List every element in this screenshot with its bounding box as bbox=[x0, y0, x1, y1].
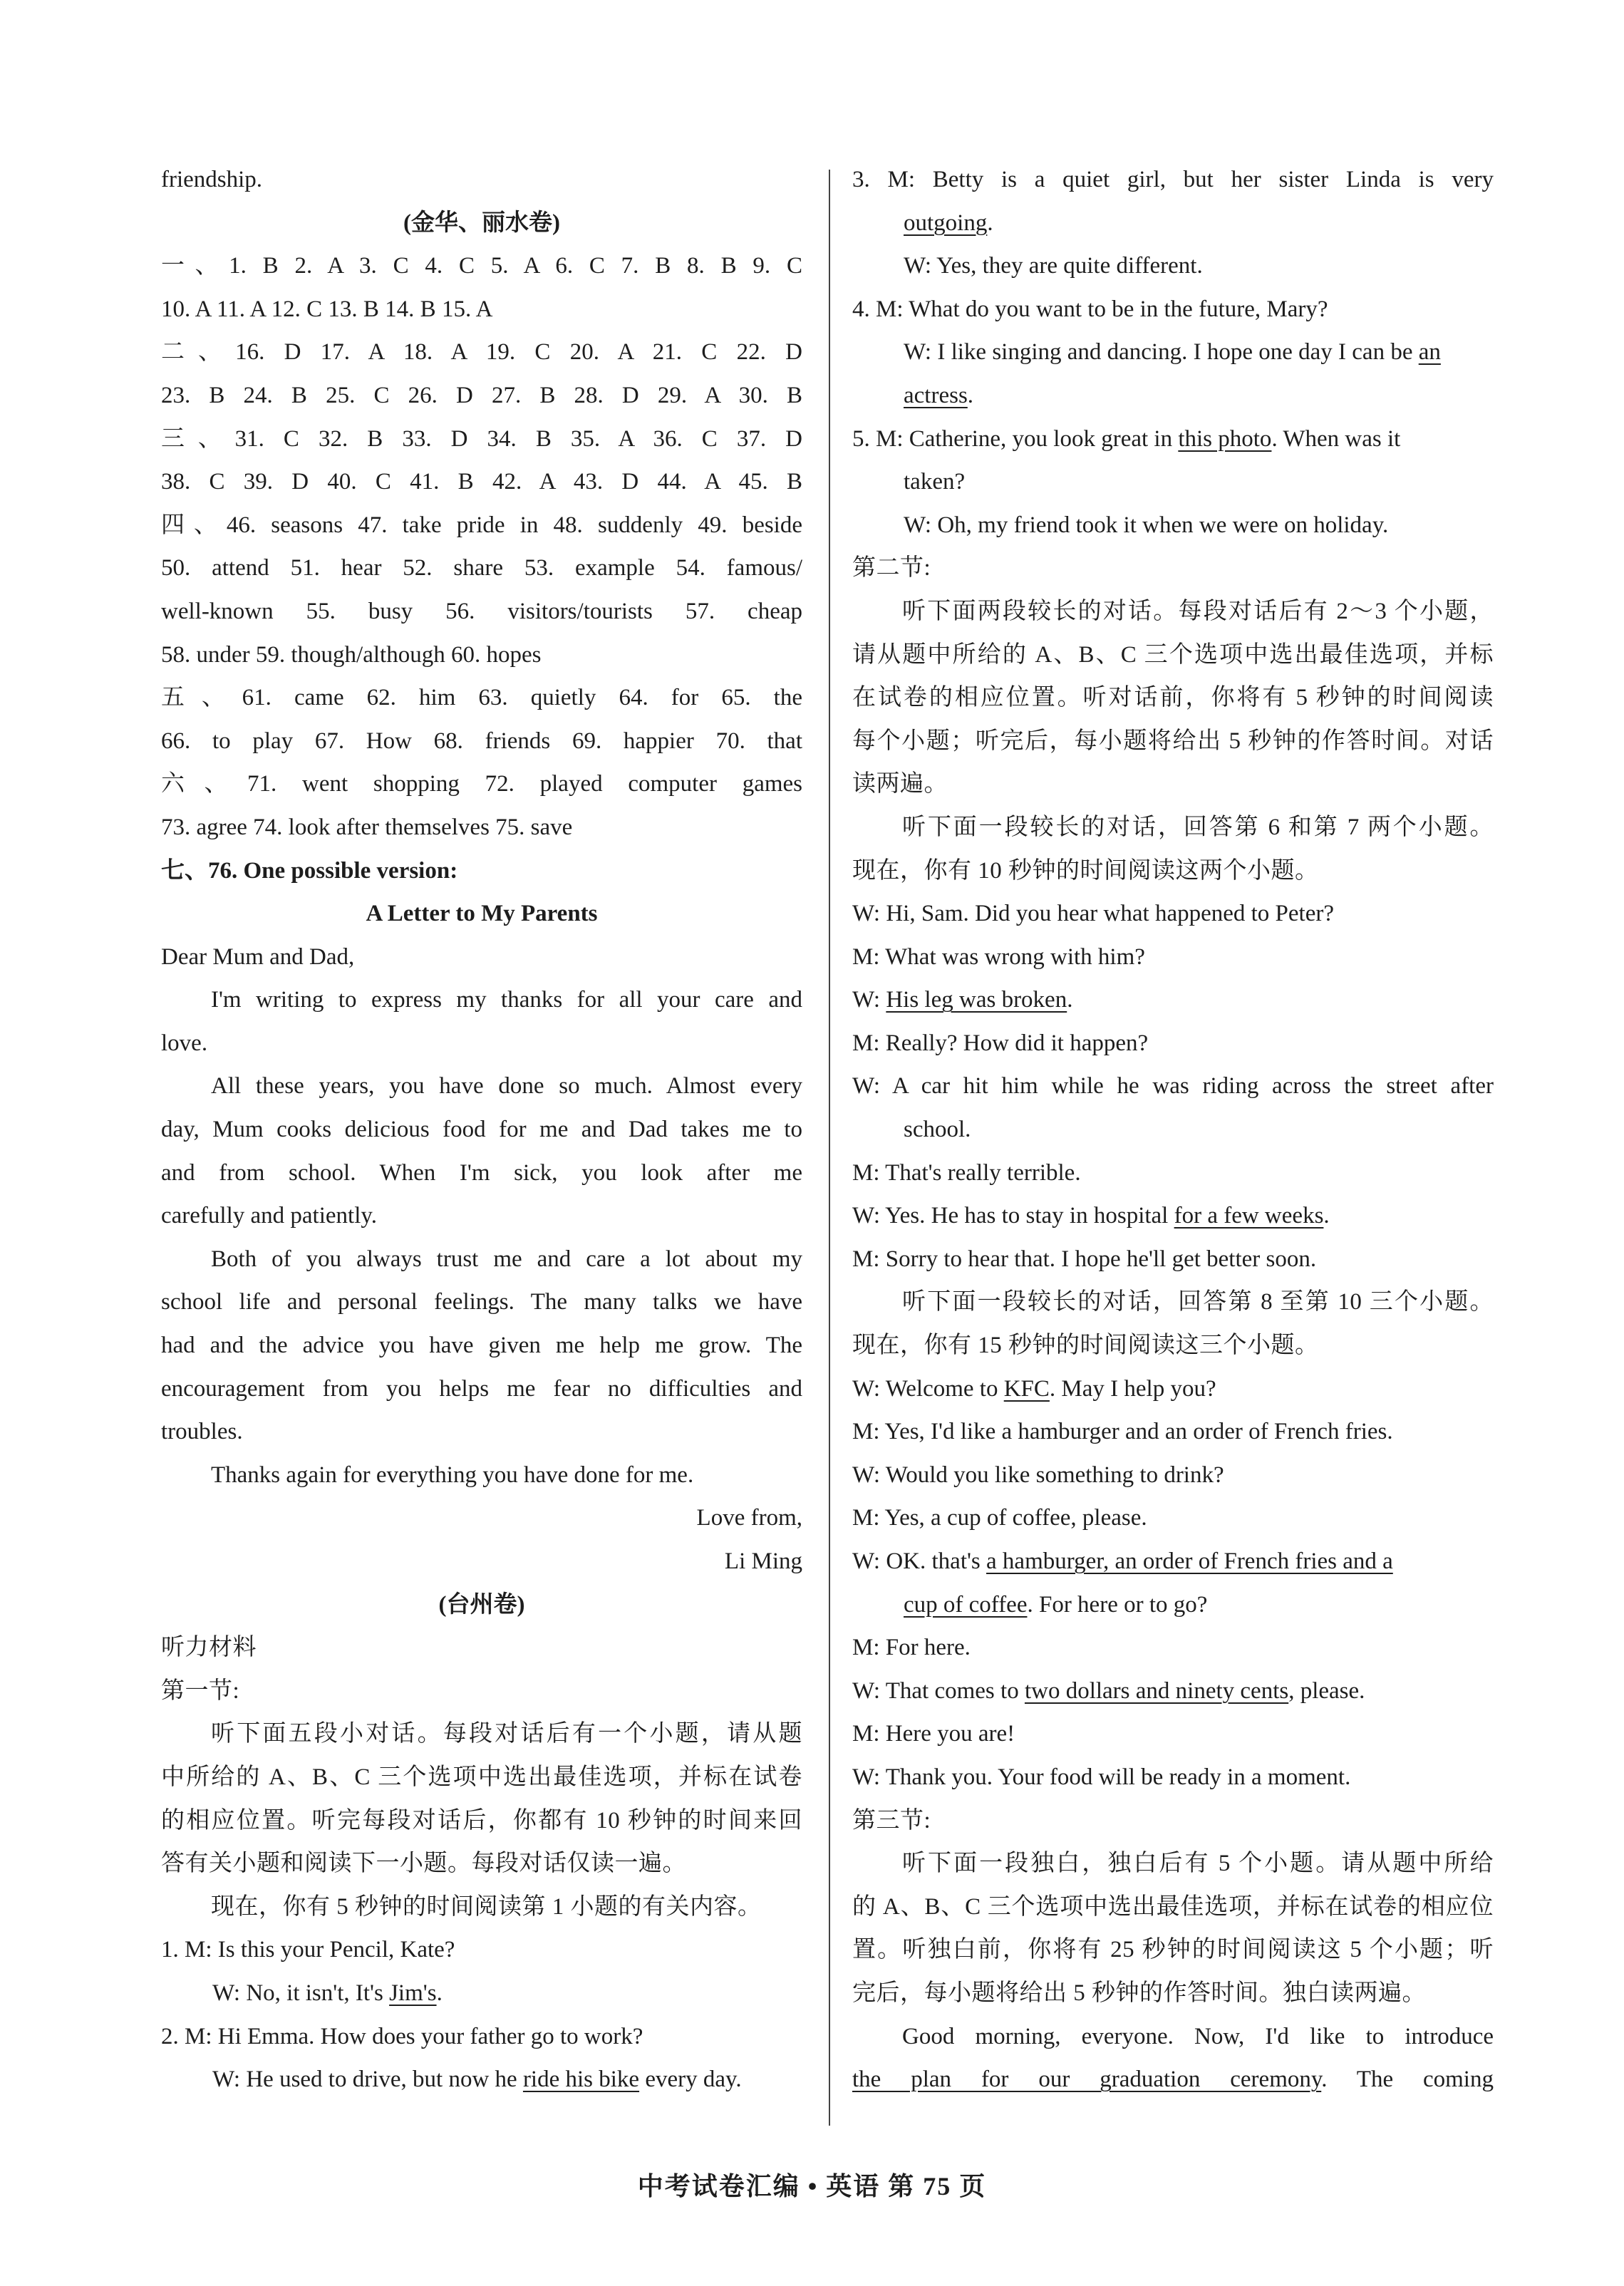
left-text-line bbox=[161, 1842, 802, 1886]
right-text-line bbox=[852, 2015, 1494, 2059]
right-text-line bbox=[852, 1540, 1494, 1583]
left-text-line bbox=[161, 1022, 802, 1065]
right-text-line bbox=[852, 1670, 1494, 1713]
left-text-line bbox=[161, 1626, 802, 1670]
left-text-line bbox=[161, 1886, 802, 1929]
line-text: 听下面五段小对话。每段对话后有一个小题，请从题 bbox=[211, 1721, 802, 1747]
line-text: W: OK. that's bbox=[852, 1548, 987, 1574]
line-text: encouragement from you helps me fear no difficulties and bbox=[161, 1375, 802, 1402]
right-text-line bbox=[852, 720, 1494, 763]
right-text-line bbox=[852, 1972, 1494, 2015]
line-text: M: That's really terrible. bbox=[852, 1159, 1081, 1186]
right-text-line bbox=[852, 288, 1494, 331]
underlined-answer: outgoing bbox=[904, 210, 988, 236]
line-text: W: Hi, Sam. Did you hear what happened to Peter? bbox=[852, 901, 1335, 927]
line-text: had and the advice you have given me help me grow. The bbox=[161, 1333, 802, 1359]
line-text: 请从题中所给的 A、B、C 三个选项中选出最佳选项，并标 bbox=[852, 641, 1494, 668]
left-text-line bbox=[161, 2015, 802, 2059]
left-text-line bbox=[161, 1194, 802, 1238]
left-text-line bbox=[161, 1108, 802, 1152]
underlined-answer: ride his bike bbox=[522, 2067, 640, 2093]
left-text-line bbox=[161, 1324, 802, 1367]
right-text-line bbox=[852, 1065, 1494, 1108]
line-text: 在试卷的相应位置。听对话前，你将有 5 秒钟的时间阅读 bbox=[852, 685, 1494, 711]
left-text-line bbox=[161, 1972, 802, 2015]
line-text: W: Would you like something to drink? bbox=[852, 1462, 1224, 1488]
left-text-line bbox=[161, 547, 802, 590]
line-text: W: That comes to bbox=[852, 1677, 1025, 1704]
line-text: 现在，你有 5 秒钟的时间阅读第 1 小题的有关内容。 bbox=[211, 1893, 762, 1920]
line-text: 5. M: Catherine, you look great in bbox=[852, 425, 1179, 452]
line-text: day, Mum cooks delicious food for me and Dad takes me to bbox=[161, 1117, 802, 1143]
line-text: well-known 55. busy 56. visitors/tourists 57. cheap bbox=[161, 598, 802, 624]
underlined-answer: an bbox=[1418, 339, 1441, 366]
line-text: 4. M: What do you want to be in the future, Mary? bbox=[852, 296, 1328, 322]
underlined-answer: this photo bbox=[1178, 425, 1272, 452]
right-text-line bbox=[852, 590, 1494, 633]
right-text-line bbox=[852, 1022, 1494, 1065]
line-text: 的相应位置。听完每段对话后，你都有 10 秒钟的时间来回 bbox=[161, 1807, 802, 1834]
right-text-line bbox=[852, 1886, 1494, 1929]
left-text-line bbox=[161, 1238, 802, 1281]
line-text: Both of you always trust me and care a lot about my bbox=[211, 1246, 802, 1272]
line-text-tail: . May I help you? bbox=[1049, 1375, 1216, 1402]
line-text: 第一节: bbox=[161, 1677, 240, 1704]
underlined-answer: cup of coffee bbox=[904, 1591, 1028, 1618]
left-text-line bbox=[161, 1670, 802, 1713]
left-text-line bbox=[161, 633, 802, 677]
left-text-line bbox=[161, 1712, 802, 1756]
line-text-tail: . When was it bbox=[1271, 425, 1401, 452]
underlined-answer: for a few weeks bbox=[1174, 1203, 1324, 1229]
left-text-line bbox=[161, 1152, 802, 1195]
line-text: 听下面一段较长的对话，回答第 6 和第 7 两个小题。 bbox=[902, 814, 1494, 840]
line-text: taken? bbox=[904, 469, 966, 495]
line-text: 四、46. seasons 47. take pride in 48. suddenly 49. beside bbox=[161, 512, 802, 538]
line-text: Love from, bbox=[696, 1505, 802, 1531]
left-text-line bbox=[161, 1410, 802, 1454]
line-text-tail: . bbox=[1323, 1203, 1330, 1229]
line-text: school. bbox=[904, 1117, 971, 1143]
left-text-line bbox=[161, 1756, 802, 1799]
left-text-line bbox=[161, 1367, 802, 1411]
line-text: troubles. bbox=[161, 1419, 243, 1445]
right-text-line bbox=[852, 2058, 1494, 2101]
line-text: 73. agree 74. look after themselves 75. save bbox=[161, 814, 573, 840]
left-text-line bbox=[161, 418, 802, 461]
right-text-line bbox=[852, 1152, 1494, 1195]
line-text: 2. M: Hi Emma. How does your father go to work? bbox=[161, 2023, 643, 2049]
underlined-answer: actress bbox=[904, 382, 968, 408]
left-text-line bbox=[161, 892, 802, 936]
left-text-line bbox=[161, 936, 802, 979]
line-text: 23. B 24. B 25. C 26. D 27. B 28. D 29. A 30. B bbox=[161, 382, 802, 408]
left-column bbox=[161, 158, 802, 2101]
line-text-tail: . bbox=[967, 382, 974, 408]
line-text: (台州卷) bbox=[438, 1591, 525, 1618]
line-text: 1. M: Is this your Pencil, Kate? bbox=[161, 1937, 455, 1963]
line-text: 66. to play 67. How 68. friends 69. happier 70. that bbox=[161, 728, 802, 754]
line-text: 第三节: bbox=[852, 1807, 931, 1834]
line-text: 一、1. B 2. A 3. C 4. C 5. A 6. C 7. B 8. B 9. C bbox=[161, 253, 802, 279]
line-text: W: Welcome to bbox=[852, 1375, 1004, 1402]
line-text: M: Really? How did it happen? bbox=[852, 1030, 1149, 1056]
right-text-line bbox=[852, 1583, 1494, 1627]
right-text-line bbox=[852, 547, 1494, 590]
right-text-line bbox=[852, 1496, 1494, 1540]
right-text-line bbox=[852, 978, 1494, 1022]
left-text-line bbox=[161, 762, 802, 806]
left-text-line bbox=[161, 1065, 802, 1108]
right-text-line bbox=[852, 849, 1494, 893]
underlined-answer: KFC bbox=[1003, 1375, 1050, 1402]
page-footer: 中考试卷汇编 • 英语 第 75 页 bbox=[637, 2172, 987, 2200]
line-text: 现在，你有 10 秒钟的时间阅读这两个小题。 bbox=[852, 857, 1319, 884]
line-text: Thanks again for everything you have done for me. bbox=[211, 1462, 694, 1488]
right-text-line bbox=[852, 504, 1494, 547]
right-text-line bbox=[852, 460, 1494, 504]
line-text: W: Yes, they are quite different. bbox=[904, 253, 1203, 279]
line-text-tail: . The coming bbox=[1321, 2067, 1494, 2093]
underlined-answer: His leg was broken bbox=[886, 987, 1067, 1013]
line-text: 的 A、B、C 三个选项中选出最佳选项，并标在试卷的相应位 bbox=[852, 1893, 1494, 1920]
left-text-line bbox=[161, 244, 802, 288]
line-text: 听下面一段较长的对话，回答第 8 至第 10 三个小题。 bbox=[902, 1289, 1494, 1315]
right-text-line bbox=[852, 1799, 1494, 1843]
left-text-line bbox=[161, 2058, 802, 2101]
right-text-line bbox=[852, 676, 1494, 720]
line-text: M: Yes, a cup of coffee, please. bbox=[852, 1505, 1147, 1531]
line-text: W: No, it isn't, It's bbox=[212, 1980, 390, 2006]
right-text-line bbox=[852, 418, 1494, 461]
right-text-line bbox=[852, 806, 1494, 849]
line-text: 听力材料 bbox=[161, 1635, 257, 1661]
line-text: W: He used to drive, but now he bbox=[212, 2067, 523, 2093]
line-text: M: What was wrong with him? bbox=[852, 943, 1145, 970]
line-text: Dear Mum and Dad, bbox=[161, 943, 355, 970]
left-text-line bbox=[161, 1540, 802, 1583]
line-text-tail: every day. bbox=[639, 2067, 742, 2093]
line-text-tail: . For here or to go? bbox=[1027, 1591, 1208, 1618]
line-text: 第二节: bbox=[852, 555, 931, 581]
line-text: 3. M: Betty is a quiet girl, but her sister Linda is very bbox=[852, 167, 1494, 192]
left-text-line bbox=[161, 1496, 802, 1540]
left-text-line bbox=[161, 1799, 802, 1843]
left-text-line bbox=[161, 978, 802, 1022]
line-text: 读两遍。 bbox=[852, 771, 948, 797]
left-text-line bbox=[161, 374, 802, 418]
right-text-line bbox=[852, 331, 1494, 374]
line-text: 三、31. C 32. B 33. D 34. B 35. A 36. C 37. D bbox=[161, 425, 802, 452]
line-text: All these years, you have done so much. Almost every bbox=[211, 1073, 802, 1100]
line-text: 38. C 39. D 40. C 41. B 42. A 43. D 44. A 45. B bbox=[161, 469, 802, 495]
right-text-line bbox=[852, 1928, 1494, 1972]
line-text: A Letter to My Parents bbox=[366, 901, 598, 927]
column-divider bbox=[829, 170, 830, 2126]
line-text: and from school. When I'm sick, you look after me bbox=[161, 1159, 802, 1186]
underlined-answer: two dollars and ninety cents bbox=[1024, 1677, 1289, 1704]
left-text-line bbox=[161, 1454, 802, 1497]
line-text: 六、71. went shopping 72. played computer games bbox=[161, 771, 802, 797]
line-text: Li Ming bbox=[724, 1548, 802, 1574]
right-text-line bbox=[852, 1324, 1494, 1367]
left-text-line bbox=[161, 720, 802, 763]
left-text-line bbox=[161, 1583, 802, 1627]
line-text: 置。听独白前，你将有 25 秒钟的时间阅读这 5 个小题；听 bbox=[852, 1937, 1494, 1963]
right-text-line bbox=[852, 1454, 1494, 1497]
right-text-line bbox=[852, 1108, 1494, 1152]
line-text: W: A car hit him while he was riding across the street after bbox=[852, 1073, 1494, 1100]
right-text-line bbox=[852, 202, 1494, 245]
left-text-line bbox=[161, 158, 802, 202]
line-text: M: Yes, I'd like a hamburger and an order of French fries. bbox=[852, 1419, 1393, 1445]
right-text-line bbox=[852, 633, 1494, 677]
line-text: 答有关小题和阅读下一小题。每段对话仅读一遍。 bbox=[161, 1851, 686, 1877]
line-text-tail: . bbox=[436, 1980, 443, 2006]
right-column bbox=[852, 158, 1494, 2101]
line-text: M: Here you are! bbox=[852, 1721, 1015, 1747]
left-text-line bbox=[161, 288, 802, 331]
left-text-line bbox=[161, 1281, 802, 1324]
line-text: (金华、丽水卷) bbox=[403, 210, 560, 236]
left-text-line bbox=[161, 806, 802, 849]
left-text-line bbox=[161, 504, 802, 547]
line-text-tail: , please. bbox=[1288, 1677, 1365, 1704]
line-text-tail: . bbox=[1067, 987, 1073, 1013]
underlined-answer: a hamburger, an order of French fries and a bbox=[986, 1548, 1393, 1574]
right-text-line bbox=[852, 1281, 1494, 1324]
left-text-line bbox=[161, 676, 802, 720]
line-text: 听下面两段较长的对话。每段对话后有 2～3 个小题， bbox=[902, 598, 1494, 624]
line-text: W: Oh, my friend took it when we were on holiday. bbox=[904, 512, 1389, 538]
right-text-line bbox=[852, 1626, 1494, 1670]
underlined-answer: Jim's bbox=[389, 1980, 437, 2006]
line-text: W: I like singing and dancing. I hope one day I can be bbox=[904, 339, 1419, 366]
line-text: school life and personal feelings. The many talks we have bbox=[161, 1289, 802, 1315]
right-text-line bbox=[852, 1238, 1494, 1281]
right-text-line bbox=[852, 1842, 1494, 1886]
line-text: love. bbox=[161, 1030, 208, 1056]
line-text: 10. A 11. A 12. C 13. B 14. B 15. A bbox=[161, 296, 493, 322]
line-text: W: Thank you. Your food will be ready in a moment. bbox=[852, 1764, 1351, 1790]
line-text: I'm writing to express my thanks for all your care and bbox=[211, 987, 802, 1013]
line-text: friendship. bbox=[161, 167, 263, 192]
line-text: Good morning, everyone. Now, I'd like to introduce bbox=[902, 2023, 1494, 2049]
line-text: M: Sorry to hear that. I hope he'll get better soon. bbox=[852, 1246, 1317, 1272]
right-text-line bbox=[852, 762, 1494, 806]
line-text: carefully and patiently. bbox=[161, 1203, 377, 1229]
left-text-line bbox=[161, 202, 802, 245]
line-text: 50. attend 51. hear 52. share 53. example 54. famous/ bbox=[161, 555, 802, 581]
right-text-line bbox=[852, 892, 1494, 936]
line-text-tail: . bbox=[987, 210, 993, 236]
line-text: 二、16. D 17. A 18. A 19. C 20. A 21. C 22. D bbox=[161, 339, 802, 366]
line-text: 五、61. came 62. him 63. quietly 64. for 65. the bbox=[161, 685, 802, 711]
line-text: 每个小题；听完后，每小题将给出 5 秒钟的作答时间。对话 bbox=[852, 728, 1494, 754]
right-text-line bbox=[852, 1194, 1494, 1238]
line-text: W: Yes. He has to stay in hospital bbox=[852, 1203, 1174, 1229]
line-text: 现在，你有 15 秒钟的时间阅读这三个小题。 bbox=[852, 1333, 1319, 1359]
right-text-line bbox=[852, 158, 1494, 202]
right-text-line bbox=[852, 936, 1494, 979]
left-text-line bbox=[161, 590, 802, 633]
left-text-line bbox=[161, 460, 802, 504]
right-text-line bbox=[852, 1410, 1494, 1454]
right-text-line bbox=[852, 1756, 1494, 1799]
right-text-line bbox=[852, 374, 1494, 418]
line-text: W: bbox=[852, 987, 886, 1013]
underlined-answer: the plan for our graduation ceremony bbox=[852, 2067, 1322, 2093]
left-text-line bbox=[161, 849, 802, 893]
line-text: 中所给的 A、B、C 三个选项中选出最佳选项，并标在试卷 bbox=[161, 1764, 802, 1790]
line-text: 58. under 59. though/although 60. hopes bbox=[161, 641, 542, 668]
line-text: 七、76. One possible version: bbox=[161, 857, 458, 884]
right-text-line bbox=[852, 1712, 1494, 1756]
right-text-line bbox=[852, 1367, 1494, 1411]
right-text-line bbox=[852, 244, 1494, 288]
line-text: 听下面一段独白，独白后有 5 个小题。请从题中所给 bbox=[902, 1851, 1494, 1877]
left-text-line bbox=[161, 331, 802, 374]
line-text: M: For here. bbox=[852, 1635, 971, 1661]
left-text-line bbox=[161, 1928, 802, 1972]
line-text: 完后，每小题将给出 5 秒钟的作答时间。独白读两遍。 bbox=[852, 1980, 1426, 2006]
